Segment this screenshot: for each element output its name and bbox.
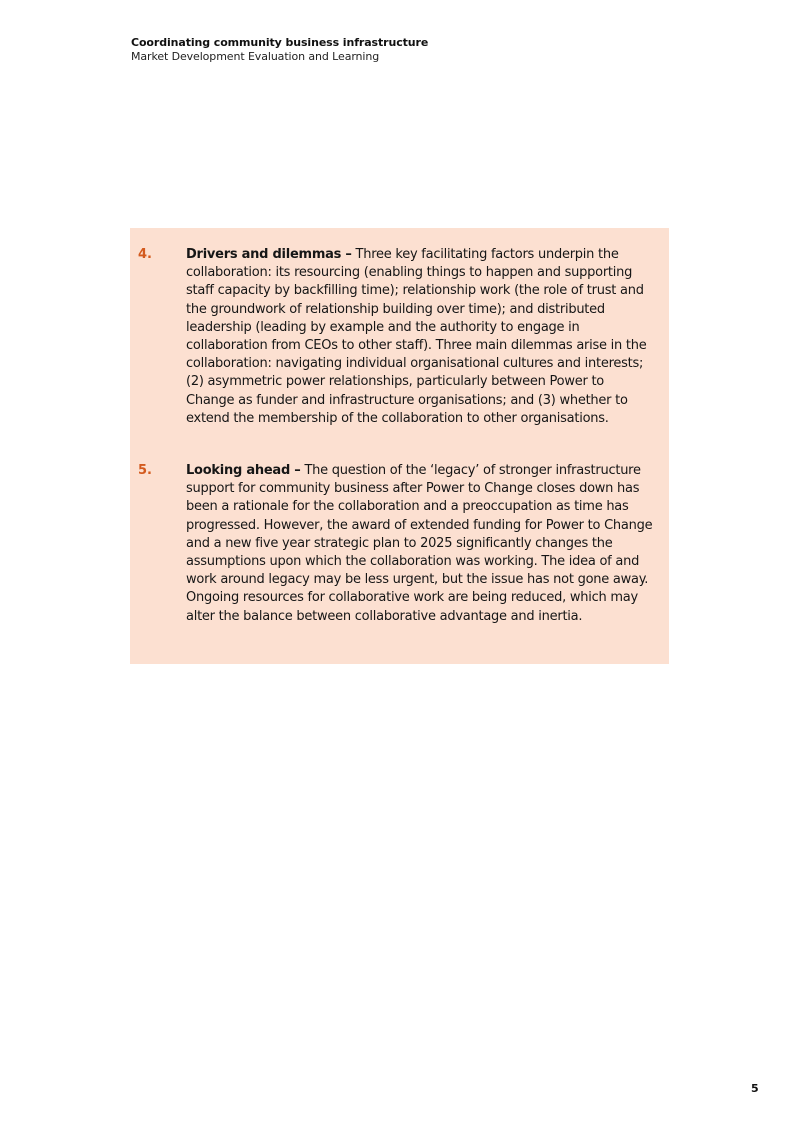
page-number: 5	[751, 1082, 759, 1095]
running-header	[131, 36, 428, 64]
document-title: Coordinating community business infrastructure	[131, 36, 429, 49]
summary-callout-box	[130, 228, 669, 664]
list-item-text	[186, 462, 656, 626]
list-item-body: The question of the ‘legacy’ of stronger infrastructure support for community business after Power to Change closes down has been a rationale for the collaboration and a preoccupation as time has progressed. However, the award of extended funding for Power to Change and a new five year strategic plan to 2025 significantly changes the assumptions upon which the collaboration was working. The idea of and work around legacy may be less urgent, but the issue has not gone away. Ongoing resources for collaborative work are being reduced, which may alter the balance between collaborative advantage and inertia.	[186, 463, 653, 624]
list-item-number: 5.	[138, 463, 152, 478]
list-item-heading: Drivers and dilemmas –	[186, 247, 352, 262]
document-subtitle: Market Development Evaluation and Learning	[131, 50, 380, 63]
list-item-text	[186, 246, 656, 428]
list-item-number: 4.	[138, 247, 152, 262]
list-item-heading: Looking ahead –	[186, 463, 301, 478]
list-item-body: Three key facilitating factors underpin the collaboration: its resourcing (enabling things to happen and supporting staff capacity by backfilling time); relationship work (the role of trust and the groundwork of relationship building over time); and distributed leadership (leading by example and the authority to engage in collaboration from CEOs to other staff). Three main dilemmas arise in the collaboration: navigating individual organisational cultures and interests; (2) asymmetric power relationships, particularly between Power to Change as funder and infrastructure organisations; and (3) whether to extend the membership of the collaboration to other organisations.	[186, 247, 647, 426]
